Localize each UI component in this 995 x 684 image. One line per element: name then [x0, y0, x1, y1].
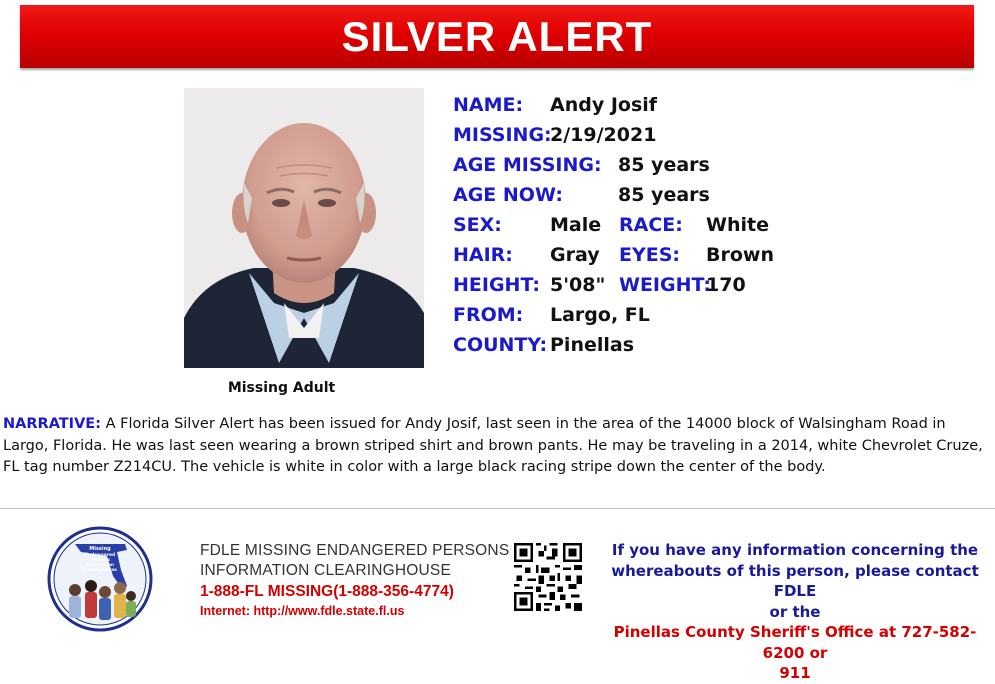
svg-text:Clearinghouse: Clearinghouse — [83, 567, 117, 572]
contact-line-2: whereabouts of this person, please contact FDLE — [611, 561, 979, 600]
qr-code-icon — [514, 543, 582, 611]
weight-value: 170 — [706, 274, 746, 296]
org-line-1: FDLE MISSING ENDANGERED PERSONS — [200, 542, 510, 559]
qr-code[interactable] — [514, 543, 582, 611]
portrait-image — [184, 88, 424, 368]
age-now-label: AGE NOW: — [453, 184, 563, 206]
name-label: NAME: — [453, 94, 524, 116]
fdle-contact-block — [200, 541, 510, 620]
photo-caption: Missing Adult — [227, 380, 336, 396]
svg-text:Endangered: Endangered — [84, 553, 116, 558]
age-missing-value: 85 years — [618, 154, 710, 176]
contact-line-4: Pinellas County Sheriff's Office at 727-582-6200 or — [613, 623, 977, 662]
sex-value: Male — [550, 214, 602, 236]
eyes-label: EYES: — [619, 244, 680, 266]
county-value: Pinellas — [550, 334, 635, 356]
org-line-2: INFORMATION CLEARINGHOUSE — [200, 562, 452, 579]
svg-text:Information: Information — [86, 562, 114, 567]
clearinghouse-seal — [47, 526, 153, 632]
missing-label: MISSING: — [453, 124, 552, 146]
narrative-text: A Florida Silver Alert has been issued for Andy Josif, last seen in the area of the 14000 block of Walsingham Road in Largo, Florida. He was last seen wearing a brown striped shirt and brown pants. He may be traveling in a 2014, white Chevrolet Cruze, FL tag number Z214CU. The vehicle is white in color with a large black racing stripe down the center of the body. — [3, 416, 983, 475]
missing-person-photo — [184, 88, 424, 368]
race-label: RACE: — [619, 214, 683, 236]
contact-line-5: 911 — [779, 664, 811, 682]
svg-text:Persons: Persons — [89, 558, 111, 563]
internet-link[interactable]: Internet: http://www.fdle.state.fl.us — [200, 604, 405, 618]
contact-line-1: If you have any information concerning the — [611, 541, 979, 559]
age-missing-label: AGE MISSING: — [453, 154, 602, 176]
county-label: COUNTY: — [453, 334, 548, 356]
height-value: 5'08" — [550, 274, 606, 296]
age-now-value: 85 years — [618, 184, 710, 206]
contact-instructions — [600, 540, 990, 684]
eyes-value: Brown — [706, 244, 774, 266]
from-label: FROM: — [453, 304, 524, 326]
alert-title: SILVER ALERT — [341, 12, 653, 60]
narrative — [3, 414, 988, 479]
clearinghouse-logo-icon — [47, 526, 153, 632]
hair-label: HAIR: — [453, 244, 513, 266]
narrative-label: NARRATIVE: — [3, 416, 101, 432]
height-label: HEIGHT: — [453, 274, 540, 296]
from-value: Largo, FL — [550, 304, 650, 326]
alert-banner — [20, 5, 974, 68]
hotline-phone: 1-888-FL MISSING(1-888-356-4774) — [200, 583, 454, 600]
contact-line-3: or the — [769, 602, 821, 621]
race-value: White — [706, 214, 769, 236]
name-value: Andy Josif — [550, 94, 658, 116]
missing-value: 2/19/2021 — [550, 124, 657, 146]
footer-divider — [0, 508, 995, 509]
weight-label: WEIGHT: — [619, 274, 712, 296]
sex-label: SEX: — [453, 214, 502, 236]
hair-value: Gray — [550, 244, 600, 266]
svg-text:Missing: Missing — [89, 546, 111, 552]
